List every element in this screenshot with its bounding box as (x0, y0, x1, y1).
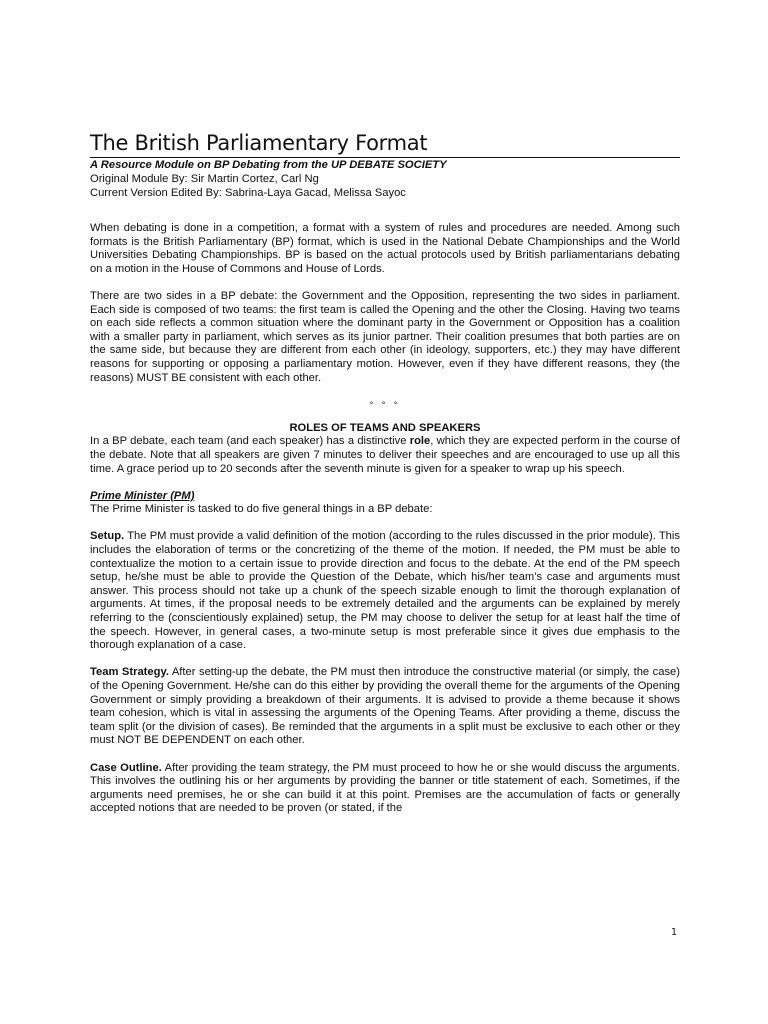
strategy-paragraph (90, 666, 680, 748)
pm-intro: The Prime Minister is tasked to do five general things in a BP debate: (90, 503, 433, 516)
setup-text: The PM must provide a valid definition of the motion (according to the rules discussed in the prior module). This includes the elaboration of terms or the concretizing of the theme of the motion. If needed, the PM must be able to contextualize the motion to a certain issue to provide direction and focus to the debate. At the end of the PM speech setup, he/she must be able to provide the Question of the Debate, which his/her team’s case and arguments must answer. This process should not take up a chunk of the speech sizable enough to limit the thorough explanation of arguments. At times, if the proposal needs to be extremely detailed and the arguments can be explained by merely referring to the (conscientiously explained) setup, the PM may choose to deliver the setup for at least half the time of the speech. However, in general cases, a two-minute setup is most preferable since it gives due emphasis to the thorough explanation of a case. (90, 530, 680, 652)
intro-paragraph-1: When debating is done in a competition, a format with a system of rules and procedures are needed. Among such formats is the British Parliamentary (BP) format, which is used in the National Debate Championships and the World Universities Debating Championships. BP is based on the actual protocols used by British parliamentarians debating on a motion in the House of Commons and House of Lords. (90, 222, 680, 275)
roles-heading: ROLES OF TEAMS AND SPEAKERS (289, 421, 481, 434)
roles-paragraph (90, 435, 680, 476)
intro-paragraph-2: There are two sides in a BP debate: the Government and the Opposition, representing the two sides in parliament. Each side is composed of two teams: the first team is called the Opening and the other the Closing. Having two teams on each side reflects a common situation where the dominant party in the Government or Opposition has a coalition with a smaller party in parliament, which serves as its junior partner. Their coalition presumes that both parties are on the same side, but because they are different from each other (in ideology, supporters, etc.) they may have different reasons for supporting or opposing a parliamentary motion. However, even if they have different reasons, they (the reasons) MUST BE consistent with each other. (90, 289, 680, 384)
title-block (90, 130, 680, 200)
setup-paragraph (90, 530, 680, 652)
outline-lead: Case Outline. (90, 761, 162, 774)
roles-text-a: In a BP debate, each team (and each speaker) has a distinctive (90, 435, 410, 448)
roles-keyword: role (409, 435, 431, 448)
outline-paragraph (90, 762, 680, 816)
roles-text-b: , which they are expected perform in the course of the debate. Note that all speakers are given 7 minutes to deliver their speeches and are encouraged to use up all this time. A grace period up to 20 seconds after the seventh minute is given for a speaker to wrap up his speech. (90, 435, 680, 475)
current-editors: Current Version Edited By: Sabrina-Laya Gacad, Melissa Sayoc (90, 187, 406, 199)
page-number: 1 (671, 927, 678, 938)
strategy-text: After setting-up the debate, the PM must then introduce the constructive material (or simply, the case) of the Opening Government. He/she can do this either by providing the overall theme for the arguments of the Opening Government or simply providing a breakdown of their arguments. It is advised to provide a theme because it shows team cohesion, which is vital in assessing the arguments of the Opening Teams. After providing a theme, discuss the team split (or the division of cases). Be reminded that the arguments in a split must be exclusive to each other or they must NOT BE DEPENDENT on each other. (90, 666, 681, 747)
pm-section-title: Prime Minister (PM) (90, 489, 195, 502)
setup-lead: Setup. (90, 530, 125, 543)
document-subtitle: A Resource Module on BP Debating from the UP DEBATE SOCIETY (90, 159, 447, 171)
outline-text: After providing the team strategy, the PM must proceed to how he or she would discuss the arguments. This involves the outlining his or her arguments by providing the banner or title statement of each. Sometimes, if the arguments need premises, he or she can build it at this point. Premises are the accumulation of facts or generally accepted notions that are needed to be proven (or stated, if the (90, 761, 680, 815)
original-authors: Original Module By: Sir Martin Cortez, Carl Ng (90, 173, 319, 185)
document-title: The British Parliamentary Format (90, 130, 680, 158)
document-body (90, 222, 680, 830)
strategy-lead: Team Strategy. (90, 666, 169, 679)
section-separator: ° ° ° (369, 399, 401, 410)
